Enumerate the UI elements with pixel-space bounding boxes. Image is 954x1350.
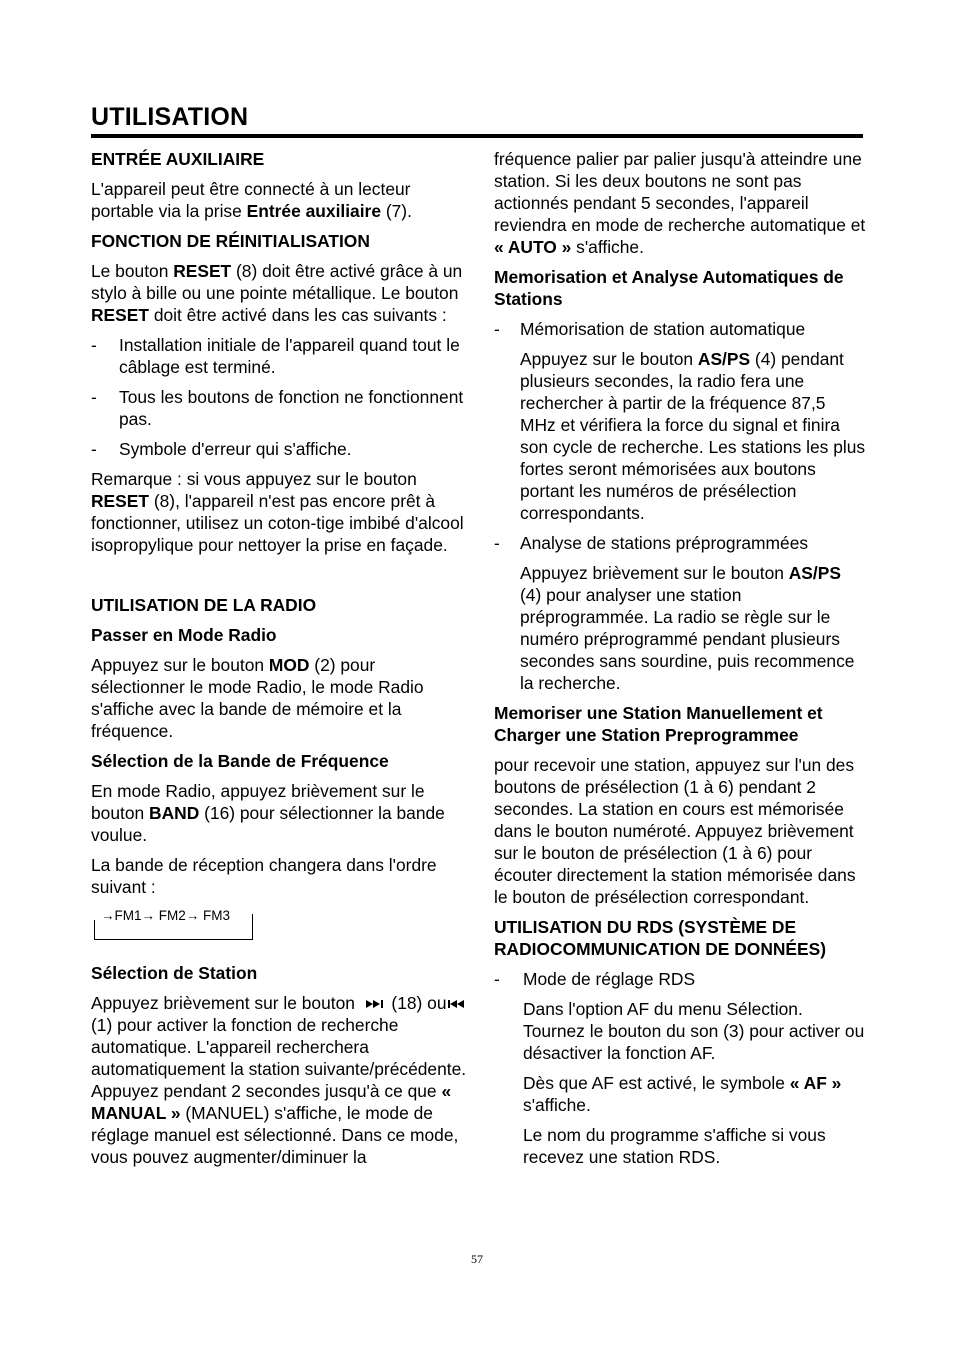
rds-heading: UTILISATION DU RDS (SYSTÈME DE RADIOCOMMUNICATION DE DONNÉES) <box>494 917 827 959</box>
remark-paragraph: Remarque : si vous appuyez sur le bouton RESET (8), l'appareil n'est pas encore prêt à fonctionner, utilisez un coton-tige imbibé d'alcool isopropylique pour nettoyer la prise en façade. <box>91 469 464 555</box>
radio-heading: UTILISATION DE LA RADIO <box>91 595 317 615</box>
band-sequence-diagram <box>94 906 259 956</box>
rds-af-paragraph: Dans l'option AF du menu Sélection. Tournez le bouton du son (3) pour activer ou désactiver la fonction AF. <box>523 999 865 1063</box>
band-paragraph: En mode Radio, appuyez brièvement sur le bouton BAND (16) pour sélectionner la bande voulue. <box>91 781 445 845</box>
reset-paragraph: Le bouton RESET (8) doit être activé grâce à un stylo à bille ou une pointe métallique. Le bouton RESET doit être activé dans les cas suivants : <box>91 261 463 325</box>
aux-paragraph: L'appareil peut être connecté à un lecteur portable via la prise Entrée auxiliaire (7). <box>91 179 412 221</box>
list-item: - Installation initiale de l'appareil quand tout le câblage est terminé. <box>91 335 460 377</box>
manual-heading: Memoriser une Station Manuellement et Charger une Station Preprogrammee <box>494 703 823 745</box>
memo-auto-paragraph: Appuyez sur le bouton AS/PS (4) pendant plusieurs secondes, la radio fera une rechercher à partir de la fréquence 87,5 MHz et vérifiera la force du signal et finira son cycle de recherche. Les stations les plus fortes seront mémorisées aux boutons portant les numéros de présélection correspondants. <box>520 349 866 523</box>
memo-heading: Memorisation et Analyse Automatiques de Stations <box>494 267 844 309</box>
station-paragraph: Appuyez brièvement sur le bouton (18) ou (1) pour activer la fonction de recherche automatique. L'appareil recherchera automatiquement la station suivante/précédente. Appuyez pendant 2 secondes jusqu'à ce que « MANUAL » (MANUEL) s'affiche, le mode de réglage manuel est sélectionné. Dans ce mode, vous pouvez augmenter/diminuer la <box>91 993 467 1167</box>
sequence-loop-line <box>94 920 95 940</box>
manual-paragraph: pour recevoir une station, appuyez sur l'un des boutons de présélection (1 à 6) pendant 2 secondes. La station en cours est mémorisée dans le bouton numéroté. Appuyez brièvement sur le bouton de présélection (1 à 6) pour écouter directement la station mémorisée dans le bouton de présélection correspondant. <box>494 755 856 907</box>
left-column <box>91 148 467 1176</box>
reset-heading: FONCTION DE RÉINITIALISATION <box>91 231 370 251</box>
band-sequence-label: →FM1→ FM2→ FM3 <box>101 908 231 923</box>
continued-paragraph: fréquence palier par palier jusqu'à atteindre une station. Si les deux boutons ne sont pas actionnés pendant 5 secondes, l'appareil reviendra en mode de recherche automatique et « AUTO » s'affiche. <box>494 149 866 257</box>
mode-heading: Passer en Mode Radio <box>91 625 277 645</box>
list-item: - Mode de réglage RDS <box>494 969 696 989</box>
mode-paragraph: Appuyez sur le bouton MOD (2) pour sélectionner le mode Radio, le mode Radio s'affiche avec la bande de mémoire et la fréquence. <box>91 655 424 741</box>
page-number: 57 <box>471 1252 483 1266</box>
list-item: - Symbole d'erreur qui s'affiche. <box>91 439 352 459</box>
right-column <box>494 148 866 1176</box>
rds-name-paragraph: Le nom du programme s'affiche si vous recevez une station RDS. <box>523 1125 826 1167</box>
page-title: UTILISATION <box>91 103 249 131</box>
title-rule <box>91 134 863 138</box>
aux-heading: ENTRÉE AUXILIAIRE <box>91 149 265 169</box>
station-heading: Sélection de Station <box>91 963 258 983</box>
list-item: - Analyse de stations préprogrammées <box>494 533 809 553</box>
sequence-loop-line <box>252 914 253 940</box>
rds-symbol-paragraph: Dès que AF est activé, le symbole « AF » s'affiche. <box>523 1073 842 1115</box>
skip-previous-icon <box>447 999 467 1009</box>
memo-scan-paragraph: Appuyez brièvement sur le bouton AS/PS (4) pour analyser une station préprogrammée. La radio se règle sur le numéro préprogrammé pendant plusieurs secondes sans sourdine, puis recommence la recherche. <box>520 563 855 693</box>
list-item: - Tous les boutons de fonction ne fonctionnent pas. <box>91 387 464 429</box>
band-order-paragraph: La bande de réception changera dans l'ordre suivant : <box>91 855 437 897</box>
skip-next-icon <box>365 999 387 1009</box>
band-heading: Sélection de la Bande de Fréquence <box>91 751 389 771</box>
list-item: - Mémorisation de station automatique <box>494 319 806 339</box>
sequence-loop-line <box>94 939 253 940</box>
